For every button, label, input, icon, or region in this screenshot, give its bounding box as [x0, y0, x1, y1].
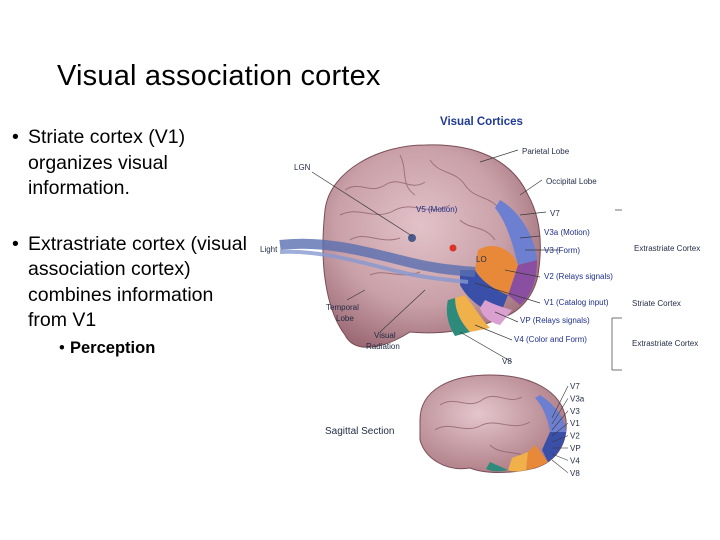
- bullet-list: [12, 125, 252, 359]
- label-lo: LO: [476, 255, 487, 264]
- label-sagittal: Sagittal Section: [325, 426, 395, 437]
- label-extrastriate-bottom: Extrastriate Cortex: [632, 339, 699, 348]
- bullet-glyph: •: [12, 126, 19, 148]
- label-v7: V7: [550, 209, 560, 218]
- label-v4: V4 (Color and Form): [514, 335, 587, 344]
- bullet-glyph: •: [12, 232, 19, 255]
- lgn-dot: [450, 245, 457, 252]
- label-visual-2: Radiation: [366, 342, 400, 351]
- label-temporal-2: Lobe: [336, 314, 354, 323]
- sagittal-label: V4: [570, 456, 580, 466]
- label-extrastriate-top: Extrastriate Cortex: [634, 244, 701, 253]
- main-brain: [280, 145, 540, 347]
- sagittal-label: V2: [570, 431, 580, 441]
- bullet-text: Striate cortex (V1) organizes visual information.: [28, 126, 186, 199]
- label-v2: V2 (Relays signals): [544, 272, 613, 281]
- lgn-nucleus: [408, 234, 416, 242]
- sagittal-label: VP: [570, 444, 581, 453]
- label-lgn: LGN: [294, 163, 311, 172]
- label-parietal: Parietal Lobe: [522, 147, 570, 156]
- slide-title: Visual association cortex: [57, 60, 381, 92]
- label-temporal-1: Temporal: [326, 303, 359, 312]
- label-v8: V8: [502, 357, 512, 366]
- sagittal-label: V8: [570, 468, 580, 478]
- figure-title: Visual Cortices: [440, 116, 523, 128]
- label-occipital: Occipital Lobe: [546, 177, 597, 186]
- label-visual-1: Visual: [374, 331, 396, 340]
- label-v1: V1 (Catalog input): [544, 298, 609, 307]
- sub-bullet-item: [59, 337, 252, 359]
- sagittal-label: V7: [570, 382, 580, 391]
- bullet-text: Extrastriate cortex (visual association cortex) combines information from V1: [28, 232, 247, 331]
- label-vp: VP (Relays signals): [520, 316, 590, 325]
- sub-bullet-text: Perception: [70, 338, 156, 357]
- bullet-glyph: •: [59, 338, 65, 357]
- sagittal-label: V1: [570, 419, 580, 429]
- brain-figure: [250, 100, 720, 495]
- bullet-item: [12, 232, 252, 359]
- sagittal-brain: [420, 375, 566, 473]
- label-v3a: V3a (Motion): [544, 228, 590, 237]
- label-striate: Striate Cortex: [632, 299, 681, 308]
- sagittal-leader-line: [552, 460, 568, 473]
- bullet-item: [12, 125, 252, 202]
- label-v3: V3 (Form): [544, 246, 580, 255]
- label-v5: V5 (Motion): [416, 205, 458, 214]
- label-light: Light: [260, 245, 278, 254]
- sagittal-label: V3a: [570, 394, 585, 404]
- sagittal-label: V3: [570, 406, 580, 416]
